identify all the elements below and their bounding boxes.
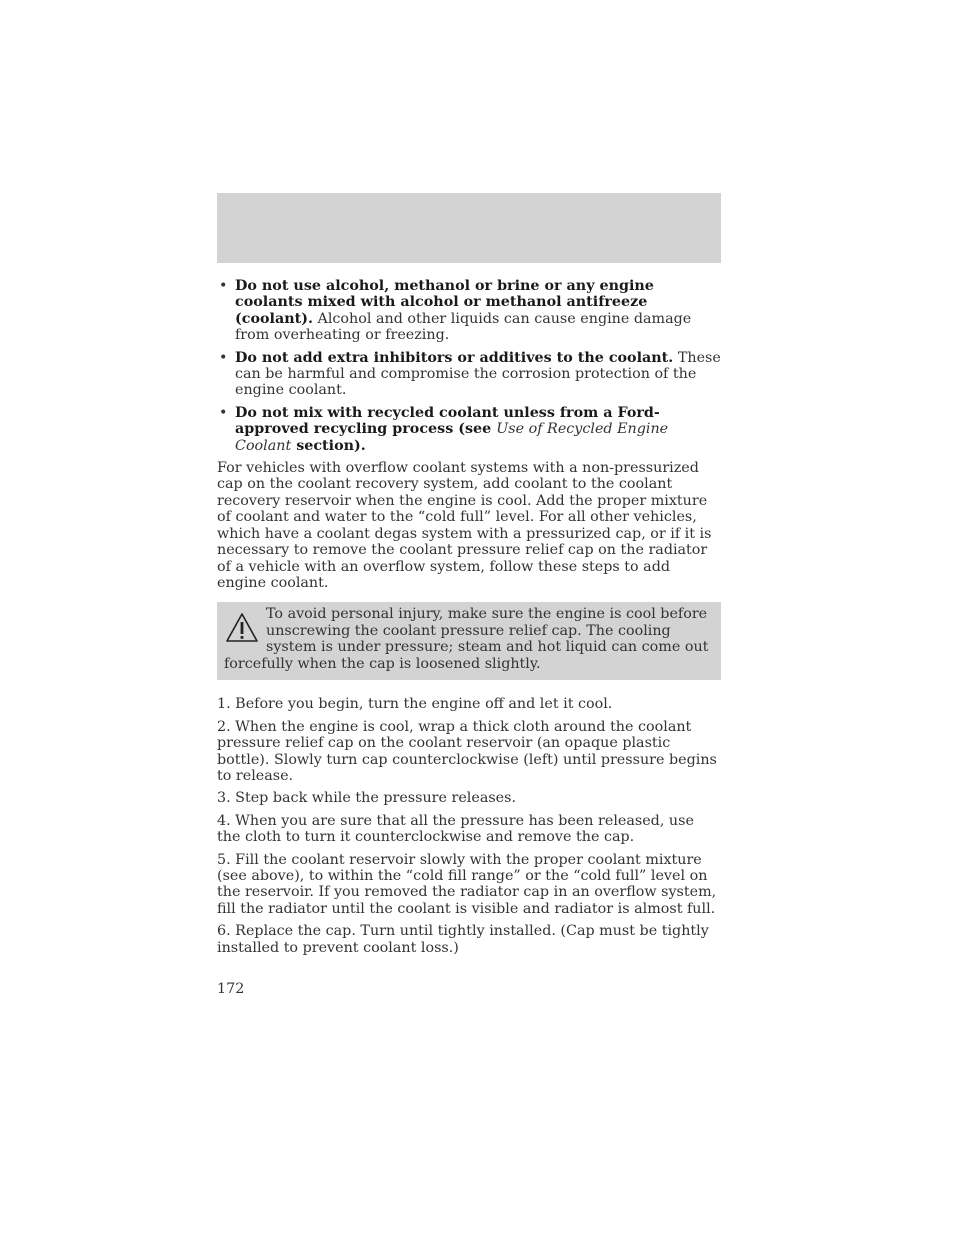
warning-text: To avoid personal injury, make sure the engine is cool before unscrewing the coolant pressure relief cap. The cooling system is under pressure; steam and hot liquid can come out forcefully when the cap is loosened slightly. xyxy=(224,606,709,672)
step-item: 2. When the engine is cool, wrap a thick cloth around the coolant pressure relief cap on the coolant reservoir (an opaque plastic bottle). Slowly turn cap counterclockwise (left) until pressure begins to release. xyxy=(217,718,717,784)
step-item: 4. When you are sure that all the pressure has been released, use the cloth to turn it counterclockwise and remove the cap. xyxy=(217,812,694,846)
step-item: 3. Step back while the pressure releases. xyxy=(217,790,517,807)
bullet-item xyxy=(217,350,721,399)
bullet-text: Alcohol and other liquids can cause engine damage from overheating or freezing. xyxy=(235,310,692,344)
section-header-band xyxy=(217,193,721,263)
section-reference-link: Use of Recycled Engine Coolant xyxy=(235,421,669,454)
bullet-dot: • xyxy=(219,278,228,294)
page-content xyxy=(217,278,721,962)
step-item: 5. Fill the coolant reservoir slowly with the proper coolant mixture (see above), to within the “cold fill range” or the “cold full” level on the reservoir. If you removed the radiator cap in an overflow system, fill the radiator until the coolant is visible and radiator is almost full. xyxy=(217,851,717,917)
bullet-bold-text: Do not add extra inhibitors or additives to the coolant. xyxy=(235,349,674,366)
step-item: 6. Replace the cap. Turn until tightly installed. (Cap must be tightly installed to prevent coolant loss.) xyxy=(217,923,709,956)
warning-box xyxy=(217,602,721,680)
page-number: 172 xyxy=(217,981,245,997)
bullet-bold-text: section). xyxy=(291,437,366,454)
warning-triangle-icon xyxy=(224,610,260,646)
bullet-item xyxy=(217,278,721,344)
step-item: 1. Before you begin, turn the engine off and let it cool. xyxy=(217,696,613,713)
bullet-text: These can be harmful and compromise the corrosion protection of the engine coolant. xyxy=(235,349,721,399)
bullet-item xyxy=(217,405,721,454)
intro-paragraph: For vehicles with overflow coolant systems with a non-pressurized cap on the coolant recovery system, add coolant to the coolant recovery reservoir when the engine is cool. Add the proper mixture of coolant and water to the “cold full” level. For all other vehicles, which have a coolant degas system with a pressurized cap, or if it is necessary to remove the coolant pressure relief cap on the radiator of a vehicle with an overflow system, follow these steps to add engine coolant. xyxy=(217,460,712,591)
bullet-dot: • xyxy=(219,349,228,366)
bullet-dot: • xyxy=(219,404,228,421)
bullet-bold-text: Do not mix with recycled coolant unless from a Ford-approved recycling process (see xyxy=(235,404,660,438)
bullet-bold-text: Do not use alcohol, methanol or brine or any engine coolants mixed with alcohol or methanol antifreeze (coolant). xyxy=(235,278,654,327)
